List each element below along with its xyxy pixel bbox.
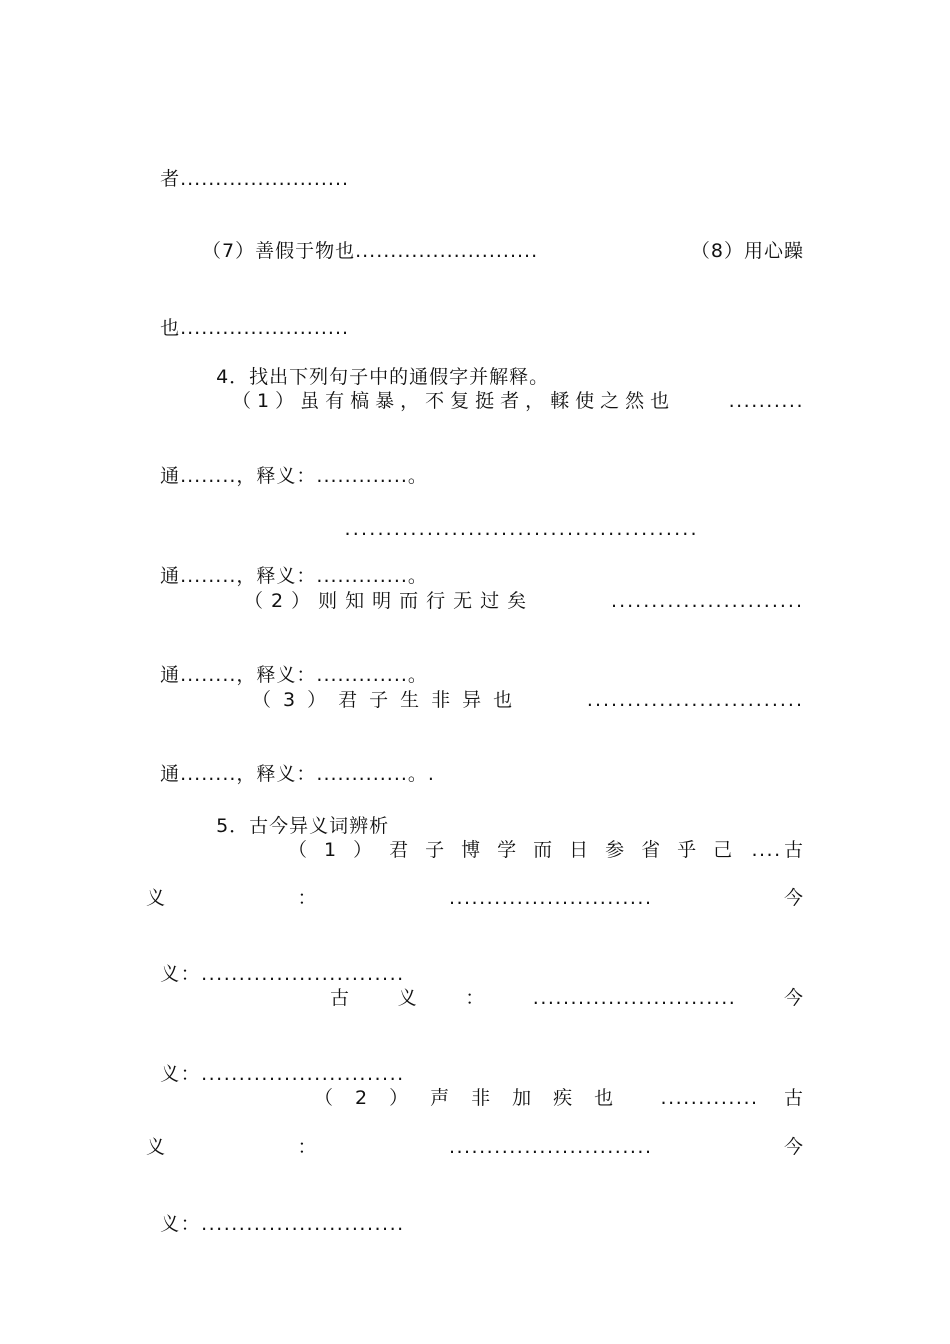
label-jin: 今 [783, 1136, 804, 1158]
line-text: 义：........................... [160, 1063, 405, 1085]
line-text: （8）用心躁 [690, 240, 804, 262]
text-line [146, 1035, 804, 1087]
text-line [330, 985, 804, 1011]
text-line [146, 735, 804, 787]
label-yi: 义 [146, 1136, 167, 1158]
label-yi: 义 [397, 987, 418, 1009]
heading-text: 5．古今异义词辨析 [216, 815, 390, 837]
text-line [146, 140, 804, 192]
text-line [232, 388, 804, 414]
line-text: 通........，释义：.............。 [160, 565, 428, 587]
answer-blank: .......... [728, 390, 804, 412]
text-line [146, 1185, 804, 1237]
line-text: 通........，释义：.............。. [160, 763, 435, 785]
line-text: 通........，释义：.............。 [160, 465, 428, 487]
text-line [146, 935, 804, 987]
line-text: （7）善假于物也.......................... [202, 240, 539, 262]
text-line [314, 1085, 804, 1111]
heading-text: 4．找出下列句子中的通假字并解释。 [216, 366, 550, 388]
colon: ： [297, 887, 318, 909]
sentence-text: （3）君子生非异也 [252, 689, 525, 711]
text-line [202, 238, 804, 264]
text-line [146, 636, 804, 688]
text-line [252, 687, 804, 713]
text-line [146, 537, 804, 589]
text-line [146, 885, 804, 911]
sentence-text: （2）则知明而行无过矣 [244, 590, 535, 612]
question-heading [202, 787, 860, 839]
answer-blank: ........................... [586, 689, 804, 711]
answer-blank: .... [751, 839, 782, 861]
answer-blank: ........................... [448, 887, 653, 909]
answer-blank: ........................ [611, 590, 804, 612]
sentence-text: （1）虽有槁暴，不复挺者，輮使之然也 [232, 390, 676, 412]
line-text: 者........................ [160, 168, 350, 190]
sentence-text: （2）声非加疾也 [314, 1087, 636, 1109]
text-line [146, 1134, 804, 1160]
answer-blank: ............. [660, 1087, 759, 1109]
answer-blank: ........................................... [344, 518, 699, 540]
line-text: 也........................ [160, 317, 350, 339]
line-text: 通........，释义：.............。 [160, 664, 428, 686]
label-jin: 今 [783, 887, 804, 909]
answer-blank: ........................... [532, 987, 737, 1009]
text-line [146, 437, 804, 489]
line-text: 义：........................... [160, 963, 405, 985]
text-line [288, 837, 804, 863]
colon: ： [465, 987, 486, 1009]
label-jin: 今 [783, 987, 804, 1009]
label-yi: 义 [146, 887, 167, 909]
label-gu: 古 [783, 839, 804, 861]
text-line [328, 490, 804, 542]
text-line [146, 289, 804, 341]
label-gu: 古 [783, 1087, 804, 1109]
text-line [244, 588, 804, 614]
colon: ： [297, 1136, 318, 1158]
label-gu: 古 [330, 987, 351, 1009]
question-heading [202, 338, 860, 390]
sentence-text: （1）君子博学而日参省乎己 [288, 839, 750, 861]
line-text: 义：........................... [160, 1213, 405, 1235]
answer-blank: ........................... [448, 1136, 653, 1158]
